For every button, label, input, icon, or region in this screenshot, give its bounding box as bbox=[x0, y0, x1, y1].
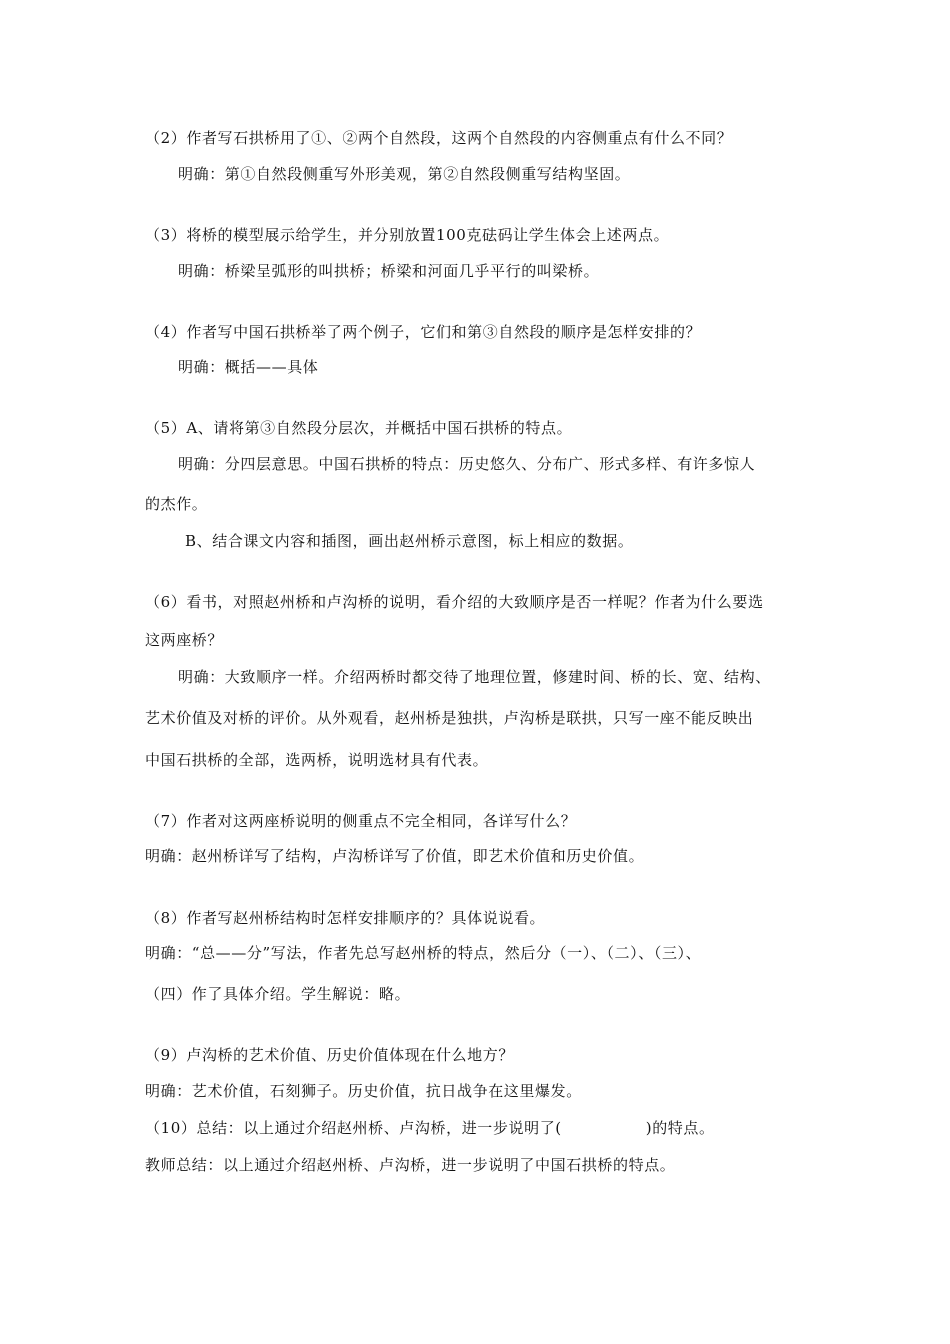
question-3: （3）将桥的模型展示给学生，并分别放置100克砝码让学生体会上述两点。 bbox=[145, 226, 670, 244]
answer-2: 明确：第①自然段侧重写外形美观，第②自然段侧重写结构坚固。 bbox=[178, 165, 631, 183]
answer-6-line-2: 艺术价值及对桥的评价。从外观看，赵州桥是独拱，卢沟桥是联拱，只写一座不能反映出 bbox=[145, 709, 754, 727]
answer-4: 明确：概括——具体 bbox=[178, 358, 319, 376]
question-8: （8）作者写赵州桥结构时怎样安排顺序的？具体说说看。 bbox=[145, 909, 546, 927]
answer-3: 明确：桥梁呈弧形的叫拱桥；桥梁和河面几乎平行的叫梁桥。 bbox=[178, 262, 600, 280]
question-10-after: )的特点。 bbox=[645, 1119, 715, 1137]
question-5a: （5）A、请将第③自然段分层次，并概括中国石拱桥的特点。 bbox=[145, 419, 573, 437]
question-6-line-1: （6）看书，对照赵州桥和卢沟桥的说明，看介绍的大致顺序是否一样呢？作者为什么要选 bbox=[145, 593, 764, 611]
question-5b: B、结合课文内容和插图，画出赵州桥示意图，标上相应的数据。 bbox=[185, 532, 634, 550]
answer-5a-line-1: 明确：分四层意思。中国石拱桥的特点：历史悠久、分布广、形式多样、有许多惊人 bbox=[178, 455, 756, 473]
question-2: （2）作者写石拱桥用了①、②两个自然段，这两个自然段的内容侧重点有什么不同？ bbox=[145, 129, 733, 147]
question-6-line-2: 这两座桥？ bbox=[145, 631, 224, 649]
answer-6-line-3: 中国石拱桥的全部，选两桥，说明选材具有代表。 bbox=[145, 751, 489, 769]
question-9: （9）卢沟桥的艺术价值、历史价值体现在什么地方？ bbox=[145, 1046, 514, 1064]
question-7: （7）作者对这两座桥说明的侧重点不完全相同，各详写什么？ bbox=[145, 812, 577, 830]
answer-6-line-1: 明确：大致顺序一样。介绍两桥时都交待了地理位置，修建时间、桥的长、宽、结构、 bbox=[178, 668, 771, 686]
question-10 bbox=[145, 1118, 715, 1138]
answer-5a-line-2: 的杰作。 bbox=[145, 495, 208, 513]
question-4: （4）作者写中国石拱桥举了两个例子，它们和第③自然段的顺序是怎样安排的？ bbox=[145, 323, 702, 341]
answer-8-line-2: （四）作了具体介绍。学生解说：略。 bbox=[145, 985, 411, 1003]
answer-7: 明确：赵州桥详写了结构，卢沟桥详写了价值，即艺术价值和历史价值。 bbox=[145, 847, 645, 865]
answer-9: 明确：艺术价值，石刻狮子。历史价值，抗日战争在这里爆发。 bbox=[145, 1082, 582, 1100]
answer-8-line-1: 明确：“总——分”写法，作者先总写赵州桥的特点，然后分（一）、（二）、（三）、 bbox=[145, 944, 702, 962]
question-10-before: （10）总结：以上通过介绍赵州桥、卢沟桥，进一步说明了( bbox=[145, 1119, 562, 1137]
teacher-summary: 教师总结：以上通过介绍赵州桥、卢沟桥，进一步说明了中国石拱桥的特点。 bbox=[145, 1156, 676, 1174]
